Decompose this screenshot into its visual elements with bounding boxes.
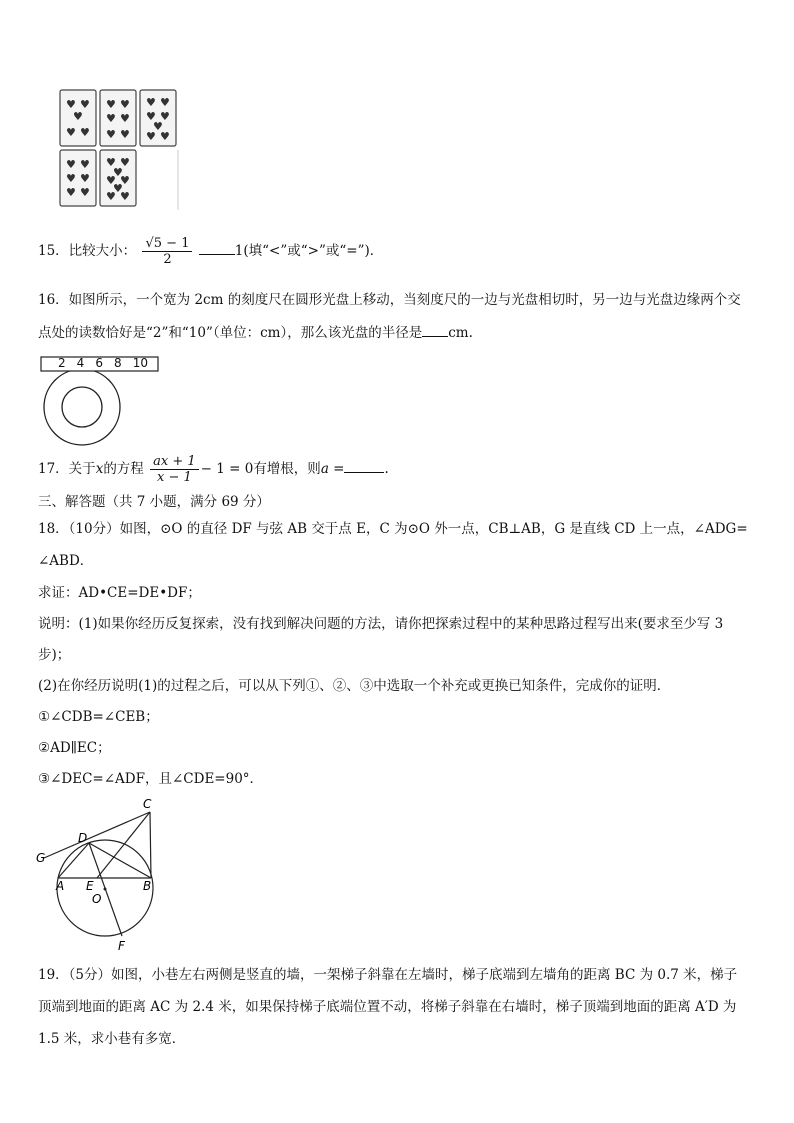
q15-frac-num: √5 − 1 xyxy=(142,236,192,252)
svg-text:♥: ♥ xyxy=(120,112,130,125)
q17-var-x: x xyxy=(95,461,104,477)
disc-outer-circle xyxy=(44,369,120,445)
circle-geometry-figure xyxy=(30,796,170,956)
svg-text:♥: ♥ xyxy=(120,128,130,141)
label-d: D xyxy=(78,831,88,845)
svg-text:♥: ♥ xyxy=(106,190,116,203)
q18-note-1b: 步)； xyxy=(38,647,71,663)
q18-prove: 求证：AD•CE=DE•DF； xyxy=(38,585,201,601)
center-point xyxy=(104,888,107,891)
svg-text:♥: ♥ xyxy=(106,156,116,169)
svg-text:♥: ♥ xyxy=(146,110,156,123)
segment-ce xyxy=(97,812,150,878)
q17-var-a: a = xyxy=(320,461,345,477)
ruler-scale xyxy=(58,356,148,370)
svg-text:♥: ♥ xyxy=(66,158,76,171)
svg-text:♥: ♥ xyxy=(153,120,163,133)
svg-text:♥: ♥ xyxy=(66,186,76,199)
svg-text:♥: ♥ xyxy=(113,166,123,179)
card-row-2 xyxy=(60,150,178,210)
label-g: G xyxy=(36,851,46,865)
svg-text:♥: ♥ xyxy=(113,182,123,195)
svg-text:♥: ♥ xyxy=(146,96,156,109)
svg-text:♥: ♥ xyxy=(80,126,90,139)
ruler-label: 8 xyxy=(114,356,122,370)
svg-text:♥: ♥ xyxy=(80,186,90,199)
q17-post: 有增根，则 xyxy=(253,461,321,477)
q16-unit: cm. xyxy=(448,325,473,341)
q17-frac-num: ax + 1 xyxy=(150,454,199,470)
label-a: A xyxy=(56,879,65,893)
q16-line-1: 16．如图所示，一个宽为 2cm 的刻度尺在圆形光盘上移动，当刻度尺的一边与光盘相切时，另一边与光盘边缘两个交 xyxy=(38,292,741,308)
ruler-label: 2 xyxy=(58,356,66,370)
q16-answer-blank[interactable] xyxy=(422,322,448,337)
section-3-heading: 三、解答题（共 7 小题，满分 69 分） xyxy=(38,494,270,510)
q17-answer-blank[interactable] xyxy=(344,458,384,473)
q17-end: . xyxy=(384,461,389,477)
q16-text: 点处的读数恰好是“2”和“10”（单位：cm），那么该光盘的半径是 xyxy=(38,325,423,341)
q18-note-2: (2)在你经历说明(1)的过程之后，可以从下列①、②、③中选取一个补充或更换已知条件，完成你的证明． xyxy=(38,678,671,694)
q19-line-3: 1.5 米，求小巷有多宽． xyxy=(38,1031,186,1047)
segment-da xyxy=(58,843,89,878)
svg-text:♥: ♥ xyxy=(80,98,90,111)
q19-line-1: 19．（5分）如图，小巷左右两侧是竖直的墙，一架梯子斜靠在左墙时，梯子底端到左墙角的距离 BC 为 0.7 米，梯子 xyxy=(38,967,738,983)
question-15 xyxy=(38,236,383,267)
svg-text:♥: ♥ xyxy=(146,130,156,143)
segment-cb xyxy=(150,812,151,878)
svg-text:♥: ♥ xyxy=(66,172,76,185)
ruler-label: 4 xyxy=(76,356,85,370)
svg-text:♥: ♥ xyxy=(160,130,170,143)
svg-text:♥: ♥ xyxy=(106,128,116,141)
q17-frac-den: x − 1 xyxy=(156,470,192,485)
label-c: C xyxy=(143,797,152,811)
line-gc xyxy=(44,812,150,858)
q19-line-2: 顶端到地面的距离 AC 为 2.4 米，如果保持梯子底端位置不动，将梯子斜靠在右墙时，梯子顶端到地面的距离 A′D 为 xyxy=(38,999,737,1015)
svg-text:♥: ♥ xyxy=(80,172,90,185)
svg-text:♥: ♥ xyxy=(80,158,90,171)
q15-fraction xyxy=(142,236,192,267)
svg-text:♥: ♥ xyxy=(120,174,130,187)
ruler-label: 10 xyxy=(132,356,148,370)
svg-text:♥: ♥ xyxy=(106,112,116,125)
question-17 xyxy=(38,454,389,485)
q18-option-3: ③∠DEC=∠ADF，且∠CDE=90°． xyxy=(38,771,264,787)
q18-line-2: ∠ABD． xyxy=(38,553,94,569)
svg-text:♥: ♥ xyxy=(66,126,76,139)
q18-line-1: 18．（10分）如图，⊙O 的直径 DF 与弦 AB 交于点 E，C 为⊙O 外一点，CB⊥AB，G 是直线 CD 上一点，∠ADG= xyxy=(38,521,748,537)
svg-text:♥: ♥ xyxy=(160,110,170,123)
svg-text:♥: ♥ xyxy=(73,110,83,123)
label-f: F xyxy=(118,939,125,953)
svg-text:♥: ♥ xyxy=(120,98,130,111)
svg-text:♥: ♥ xyxy=(120,156,130,169)
q18-option-2: ②AD∥EC； xyxy=(38,740,111,756)
playing-cards-figure xyxy=(56,86,186,214)
q15-number: 15．比较大小： xyxy=(38,243,137,259)
q17-eq: − 1 = 0 xyxy=(200,461,254,477)
ruler-label: 6 xyxy=(95,356,103,370)
q15-answer-blank[interactable] xyxy=(199,240,235,255)
segment-db xyxy=(89,843,151,878)
svg-text:♥: ♥ xyxy=(160,96,170,109)
q17-fraction xyxy=(150,454,199,485)
q18-note-1: 说明：(1)如果你经历反复探索，没有找到解决问题的方法，请你把探索过程中的某种思路过程写出来(要求至少写 3 xyxy=(38,616,724,632)
label-o: O xyxy=(92,892,102,906)
q15-frac-den: 2 xyxy=(163,252,172,267)
svg-text:♥: ♥ xyxy=(120,190,130,203)
svg-text:♥: ♥ xyxy=(106,174,116,187)
q17-mid: 的方程 xyxy=(103,461,144,477)
disc-inner-circle xyxy=(62,387,102,427)
q16-line-2 xyxy=(38,322,473,342)
q17-pre: 17．关于 xyxy=(38,461,96,477)
svg-text:♥: ♥ xyxy=(106,98,116,111)
ruler-disc-figure xyxy=(38,355,162,447)
label-b: B xyxy=(143,879,152,893)
q18-option-1: ①∠CDB=∠CEB； xyxy=(38,709,159,725)
q15-tail: 1(填“<”或“>”或“=”)． xyxy=(234,243,384,259)
label-e: E xyxy=(86,879,94,893)
svg-text:♥: ♥ xyxy=(66,98,76,111)
